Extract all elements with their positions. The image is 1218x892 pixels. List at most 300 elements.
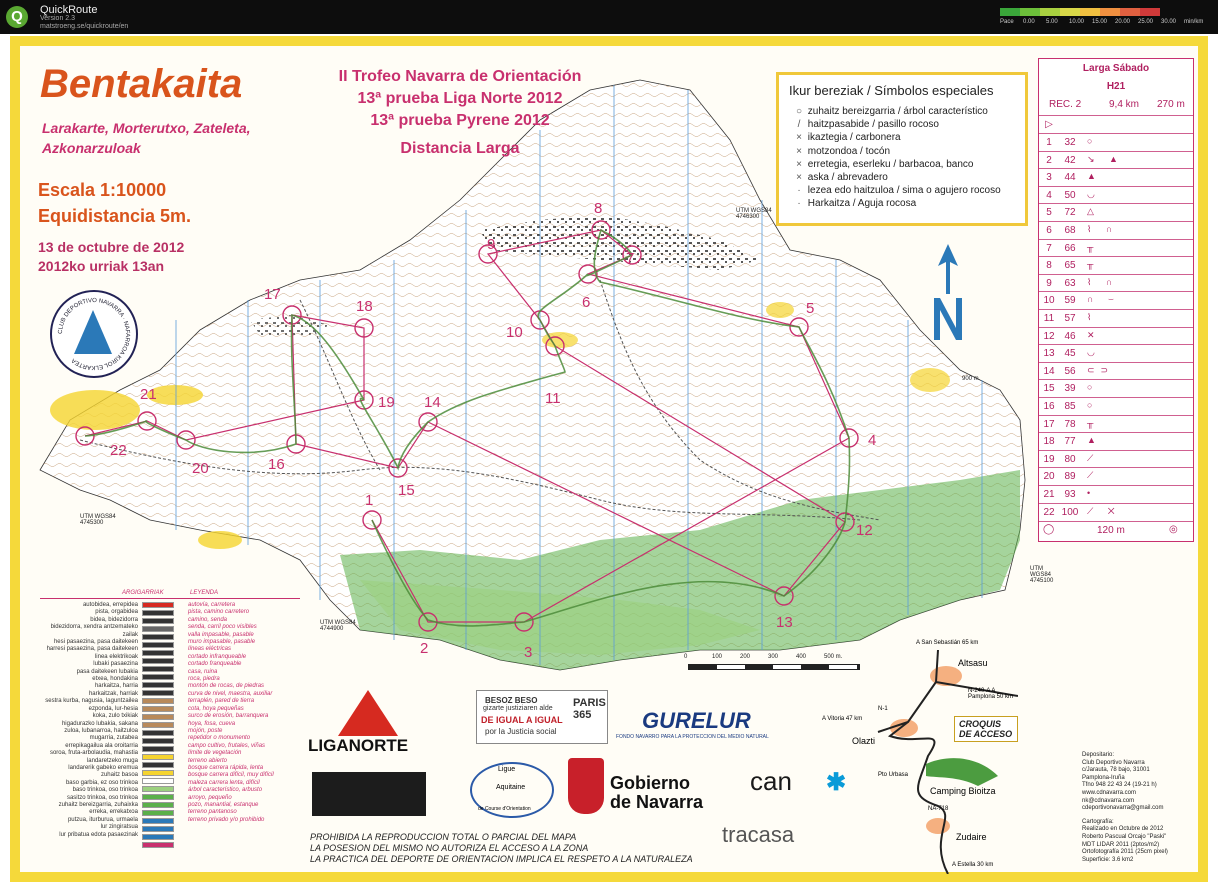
legend-swatch	[142, 626, 182, 634]
cd-seq: 9	[1046, 277, 1052, 289]
legend-item-basque: zuloa, lubanarroa, haitzuloa	[64, 727, 138, 734]
control-number: 17	[264, 286, 281, 303]
app-name: QuickRoute	[40, 4, 98, 16]
cd-control-row	[1039, 203, 1193, 222]
pace-tick: 15.00	[1092, 19, 1108, 25]
star-icon: ✱	[826, 769, 847, 796]
legend-item-spanish: mojón, poste	[188, 727, 223, 734]
legend-item-spanish: líneas eléctricas	[188, 646, 232, 653]
publisher-line: Superficie: 3.6 km2	[1082, 856, 1134, 863]
cd-code: 100	[1061, 506, 1079, 518]
control-number: 20	[192, 460, 209, 477]
cd-code: 72	[1064, 207, 1076, 219]
special-symbol-item	[793, 184, 1001, 197]
legend-item-spanish: bosque carrera rápida, lenta	[188, 764, 264, 771]
equidistance-text: Equidistancia 5m.	[38, 206, 192, 226]
symbol-text: lezea edo haitzuloa / sima o agujero rocoso	[807, 185, 1001, 197]
pace-label: Pace	[1000, 19, 1014, 25]
cd-seq: 2	[1046, 154, 1052, 166]
cd-control-row	[1039, 415, 1193, 434]
cd-control-row	[1039, 503, 1193, 522]
club-logo	[50, 290, 138, 378]
control-descriptions-sheet	[1038, 58, 1194, 542]
cd-seq: 7	[1046, 242, 1052, 254]
control-number: 18	[356, 298, 373, 315]
cd-course-title: Larga Sábado	[1082, 63, 1150, 74]
cd-control-row	[1039, 221, 1193, 240]
publisher-line: Pamplona-Iruña	[1082, 774, 1125, 781]
legend-item-spanish: valla impasable, pasable	[188, 631, 254, 638]
legend-swatch	[142, 834, 182, 842]
symbol-bullet-icon: ×	[796, 145, 802, 157]
navarra-shield-icon	[568, 758, 604, 814]
cd-code: 46	[1064, 330, 1076, 342]
legend-swatch	[142, 842, 182, 850]
legend-item-spanish: muro impasable, pasable	[188, 639, 256, 646]
control-number: 19	[378, 394, 395, 411]
publisher-line: c/Jarauta, 78 bajo, 31001	[1082, 767, 1150, 774]
control-number: 15	[398, 482, 415, 499]
legend-swatch	[142, 618, 182, 626]
map-subtitle	[42, 118, 251, 158]
gurelur-text: GURELUR	[642, 708, 751, 733]
legend-item-basque: sestra kurba, nagusia, laguntzailea	[45, 698, 138, 705]
legend-item-spanish: terraplén, pared de tierra	[188, 698, 255, 705]
place-label: A Vitoria 47 km	[822, 716, 863, 722]
gob-text: de Navarra	[610, 792, 704, 812]
cd-finish-row	[1039, 521, 1193, 540]
symbol-text: ikaztegia / carbonera	[807, 132, 901, 144]
legend-swatch	[142, 602, 182, 610]
cd-control-row	[1039, 151, 1193, 170]
cd-symbol-icon: ╥	[1087, 241, 1100, 252]
legend-item-spanish: casa, ruina	[188, 668, 218, 675]
grid-label: UTM WGS84 4745100	[1030, 566, 1054, 584]
cd-symbol-icon: △	[1087, 206, 1100, 217]
cd-code: 50	[1064, 189, 1076, 201]
special-symbol-item	[793, 197, 1001, 210]
cd-category: H21	[1106, 81, 1126, 92]
legend-item-basque: baso trinkoa, oso trinkoa	[72, 787, 138, 794]
special-symbols-box	[776, 72, 1028, 226]
special-symbol-item	[793, 131, 1001, 144]
event-line: Distancia Larga	[400, 140, 520, 157]
legend-swatch	[142, 754, 182, 762]
gob-text: Gobierno	[610, 773, 690, 793]
legend-swatch	[142, 690, 182, 698]
svg-text:CLUB DEPORTIVO NAVARRA · NAFAR: CLUB DEPORTIVO NAVARRA · NAFARROA KIROL ELKARTEA	[57, 297, 131, 371]
cd-symbol-icon: ○	[1087, 136, 1099, 146]
legend-item-basque: higadurazko lubakia, sakana	[61, 720, 138, 727]
legend-swatch	[142, 674, 182, 682]
legend-item-spanish: terreno privado y/o prohibido	[188, 816, 265, 823]
cd-control-row	[1039, 467, 1193, 486]
cd-symbol-icon: ⟋	[1087, 452, 1100, 463]
event-line: II Trofeo Navarra de Orientación	[338, 68, 582, 85]
legend-swatch	[142, 682, 182, 690]
open-land	[198, 531, 242, 549]
legend-item-spanish: límite de vegetación	[188, 750, 242, 757]
legend-item-spanish: árbol característico, arbusto	[188, 787, 263, 794]
symbol-text: zuhaitz bereizgarria / árbol característico	[807, 106, 988, 117]
cd-seq: 15	[1043, 383, 1055, 395]
legend-item-basque: zuhaitz basoa	[100, 772, 138, 779]
legend-item-basque: autobidea, errepidea	[82, 602, 138, 608]
legend-item-basque: errepikagailua ala oroitarria	[65, 742, 138, 749]
control-number: 11	[545, 390, 561, 407]
liga-norte-logo	[300, 690, 436, 760]
cd-seq: 10	[1043, 295, 1055, 307]
legend-item-basque: etxea, hondakina	[92, 676, 138, 683]
legend-swatch	[142, 658, 182, 666]
legend-swatch	[142, 778, 182, 786]
legend-item-basque: mugarria, zutabea	[89, 735, 138, 742]
special-symbol-item	[793, 158, 1001, 171]
symbol-bullet-icon: ○	[795, 106, 803, 117]
grid-label: UTM WGS84 4745300	[80, 514, 116, 526]
publisher-info	[1082, 752, 1168, 864]
publisher-line: Cartografía:	[1082, 818, 1114, 825]
scale-tick: 400	[796, 654, 807, 660]
legend-item-spanish: campo cultivo, frutales, viñas	[188, 742, 266, 749]
date-line: 13 de octubre de 2012	[38, 239, 185, 255]
legend-swatch	[142, 650, 182, 658]
legend-item-spanish: hoya, fosa, cueva	[188, 720, 236, 727]
cd-control-row	[1039, 309, 1193, 328]
cd-code: 89	[1064, 471, 1076, 483]
legend-swatch	[142, 786, 182, 794]
legend-swatch	[142, 810, 182, 818]
place-label: Olazti	[852, 736, 876, 746]
legend-item-basque: harkaitzak, harriak	[88, 690, 138, 697]
special-symbol-item	[793, 105, 1001, 118]
legend-item-spanish: camino, senda	[188, 616, 228, 623]
legend-item-basque: baso garbia, ez oso trinkoa	[65, 779, 138, 786]
special-symbol-item	[793, 118, 1001, 131]
legend-swatch	[142, 714, 182, 722]
control-number: 14	[424, 394, 441, 411]
legend-item-basque: lubaki pasaezina	[93, 661, 138, 668]
legend-swatch	[142, 666, 182, 674]
event-date	[38, 238, 184, 276]
app-version: Version 2.3	[40, 15, 76, 22]
scale-tick: 100	[712, 654, 723, 660]
legend-heading-basque: ARGIGARRIAK	[122, 590, 164, 596]
access-sketch	[818, 636, 1018, 874]
legend-item-basque: bidezidorra, xendra antzemateko zailak	[50, 624, 138, 638]
runners-photo	[312, 772, 426, 816]
place-label: NA-718	[928, 806, 949, 812]
symbol-text: haitzpasabide / pasillo rocoso	[807, 119, 939, 131]
cd-control-row	[1039, 133, 1193, 152]
legend-swatch	[142, 722, 182, 730]
legend-swatch	[142, 818, 182, 826]
besoz-slogan: DE IGUAL A IGUAL	[481, 715, 563, 725]
control-number: 22	[110, 442, 127, 459]
cd-control-row	[1039, 327, 1193, 346]
place-label: Pto Urbasa	[878, 772, 909, 778]
publisher-line: Ortofotografía 2011 (25cm pixel)	[1082, 849, 1168, 856]
cd-symbol-icon: ╥	[1087, 259, 1100, 270]
liga-norte-triangle-icon	[338, 690, 398, 736]
cd-seq: 6	[1046, 225, 1052, 236]
open-land	[50, 390, 140, 430]
place-label: N-240-A A Pamplona 50 km	[968, 688, 1014, 700]
cd-start-row	[1039, 115, 1193, 134]
legend-swatch	[142, 826, 182, 834]
publisher-line: Realizado en Octubre de 2012	[1082, 826, 1164, 833]
cd-code: 63	[1064, 277, 1076, 289]
cd-control-row	[1039, 274, 1193, 293]
paris365-logo: PARIS 365	[573, 697, 606, 721]
place-label: Zudaire	[956, 832, 987, 842]
cd-control-row	[1039, 186, 1193, 205]
scale-tick: 500 m.	[824, 654, 843, 660]
legend-item-spanish: repetidor o monumento	[188, 735, 251, 742]
cd-seq: 12	[1043, 330, 1055, 342]
gobierno-navarra-logo	[568, 758, 718, 818]
access-sketch-title: CROQUIS DE ACCESO	[954, 716, 1018, 742]
pace-unit: min/km	[1184, 19, 1204, 25]
legend-swatch	[142, 794, 182, 802]
legend-item-spanish: pista, camino carretero	[188, 609, 250, 616]
finish-start-circle-icon: ◯	[1043, 524, 1055, 535]
scale-tick: 300	[768, 654, 779, 660]
place-label: A San Sebastián 65 km	[916, 640, 979, 646]
cd-symbol-icon: •	[1087, 488, 1097, 498]
cd-symbol-icon: ◡	[1087, 188, 1101, 199]
legend-swatch	[142, 762, 182, 770]
legend-swatch	[142, 642, 182, 650]
legend-spanish-list	[188, 602, 308, 824]
legend-item-basque: pasa daitekeen lubakia	[76, 668, 138, 675]
publisher-line: Tfno 948 22 43 24 (19-21 h)	[1082, 782, 1157, 789]
legend-item-basque: landaretzeko muga	[86, 757, 138, 764]
club-logo-ring	[52, 292, 136, 376]
cd-symbol-icon: ⊂⊃	[1087, 364, 1115, 375]
control-number: 13	[776, 614, 793, 631]
control-number: 2	[420, 640, 429, 657]
special-symbol-item	[793, 171, 1001, 184]
symbol-text: motzondoa / tocón	[807, 145, 891, 157]
prohibition-line: LA POSESION DEL MISMO NO AUTORIZA EL ACCESO A LA ZONA	[310, 843, 589, 853]
cd-control-row	[1039, 485, 1193, 504]
symbol-bullet-icon: ×	[796, 132, 802, 144]
cd-code: 78	[1064, 418, 1076, 430]
cd-length: 9,4 km	[1109, 99, 1140, 110]
cd-code: 39	[1064, 383, 1076, 395]
cd-seq: 19	[1043, 453, 1055, 465]
place-label: N-1	[878, 706, 888, 712]
scale-tick: 200	[740, 654, 751, 660]
scale-text: Escala 1:10000	[38, 180, 167, 200]
access-sketch-roads	[818, 636, 1018, 874]
special-symbols-heading: Ikur bereziak / Símbolos especiales	[789, 83, 994, 98]
pace-tick: 10.00	[1069, 19, 1085, 25]
symbol-text: aska / abrevadero	[807, 172, 888, 184]
cd-seq: 21	[1043, 489, 1055, 500]
ligue-text: de Course d'Orientation	[478, 806, 531, 812]
can-text: can	[750, 766, 792, 796]
legend-swatch	[142, 738, 182, 746]
cd-code: 59	[1064, 295, 1076, 307]
legend-swatch	[142, 802, 182, 810]
symbol-bullet-icon: /	[797, 119, 801, 131]
control-number: 3	[524, 644, 533, 661]
subtitle-line: Larakarte, Morterutxo, Zateleta,	[42, 120, 251, 136]
cd-symbol-icon: ⌇ ∩	[1087, 224, 1119, 234]
legend-item-basque: putzua, iturburua, urmaela	[67, 816, 138, 823]
legend-item-spanish: bosque carrera difícil, muy difícil	[188, 772, 274, 779]
legend-item-basque: soroa, fruta-arbolaudia, mahastia	[49, 750, 138, 757]
app-url[interactable]: matstroeng.se/quickroute/en	[40, 23, 129, 30]
pace-tick: 30.00	[1161, 19, 1177, 25]
legend-item-spanish: terreno abierto	[188, 757, 228, 764]
cd-control-row	[1039, 362, 1193, 381]
map-scale-info	[38, 177, 191, 229]
publisher-line: Roberto Pascual Orcajo "Paski"	[1082, 833, 1167, 840]
legend-item-basque: erreka, errekatxoa	[89, 809, 138, 816]
legend-item-spanish: cortado franqueable	[188, 661, 242, 668]
besoz-title: BESOZ BESO	[485, 696, 538, 705]
cd-rec: REC. 2	[1049, 99, 1082, 110]
cd-symbol-icon: ⟋	[1087, 470, 1100, 481]
legend-item-basque: hesi pasaezina, pasa daitekeen	[53, 639, 138, 646]
cd-seq: 17	[1043, 418, 1055, 430]
map-legend	[40, 590, 310, 858]
cd-seq: 13	[1043, 348, 1055, 360]
legend-basque-list	[40, 602, 138, 839]
cd-code: 66	[1064, 242, 1076, 254]
prohibition-line: PROHIBIDA LA REPRODUCCION TOTAL O PARCIAL DEL MAPA	[310, 832, 577, 842]
cd-control-row	[1039, 397, 1193, 416]
legend-item-basque: lur pribatua edota pasaezinak	[59, 831, 138, 838]
legend-item-spanish: senda, carril poco visibles	[188, 624, 257, 631]
cd-seq: 3	[1046, 172, 1052, 184]
map-title: Bentakaita	[40, 62, 243, 106]
legend-swatch	[142, 706, 182, 714]
publisher-line: Club Deportivo Navarra	[1082, 759, 1145, 766]
legend-item-basque: linea elektrikoak	[94, 653, 138, 660]
quickroute-logo-icon: Q	[6, 6, 28, 28]
legend-item-basque: lur zingiratsua	[100, 824, 138, 831]
cd-control-row	[1039, 256, 1193, 275]
cd-seq: 1	[1046, 137, 1052, 148]
liga-norte-text: LIGANORTE	[308, 736, 409, 755]
cd-symbol-icon: ↘ ▲	[1087, 153, 1124, 164]
pace-tick: 20.00	[1115, 19, 1131, 25]
start-triangle-icon: ▷	[1045, 119, 1053, 130]
cd-finish-distance: 120 m	[1097, 525, 1125, 536]
cd-code: 65	[1064, 260, 1076, 272]
gurelur-tagline: FONDO NAVARRO PARA LA PROTECCION DEL MEDIO NATURAL	[616, 734, 769, 740]
legend-item-basque: zuhaitz bereizgarria, zuhaixka	[58, 801, 138, 808]
publisher-line: Depositario:	[1082, 752, 1115, 758]
cd-seq: 11	[1043, 313, 1055, 324]
cd-code: 42	[1064, 154, 1076, 166]
open-land	[910, 368, 950, 392]
publisher-line: nk@cdnavarra.com	[1082, 797, 1135, 804]
prohibition-line: LA PRACTICA DEL DEPORTE DE ORIENTACION IMPLICA EL RESPETO A LA NATURALEZA	[310, 854, 693, 864]
symbol-text: Harkaitza / Aguja rocosa	[807, 198, 917, 210]
legend-swatches	[142, 602, 182, 850]
symbol-text: erretegia, eserleku / barbacoa, banco	[807, 158, 974, 170]
event-title	[300, 66, 620, 160]
cd-symbol-icon: ○	[1087, 400, 1099, 410]
control-number: 10	[506, 324, 523, 341]
cd-symbol-icon: ⟋ ✕	[1087, 505, 1121, 516]
legend-item-spanish: cota, hoya pequeñas	[188, 705, 244, 712]
besoz-beso-logo	[476, 690, 608, 744]
place-label: A Estella 30 km	[952, 862, 994, 868]
control-number: 6	[582, 294, 591, 311]
cd-code: 93	[1064, 489, 1076, 500]
legend-item-spanish: pozo, manantial, estanque	[188, 801, 259, 808]
cd-code: 77	[1064, 436, 1076, 448]
control-number: 4	[868, 432, 877, 449]
besoz-tag: por la Justicia social	[485, 727, 557, 736]
cd-symbol-icon: ╥	[1087, 417, 1100, 428]
legend-swatch	[142, 730, 182, 738]
legend-heading-spanish: LEYENDA	[190, 590, 219, 596]
besoz-sub: gizarte justiziaren alde	[483, 705, 553, 712]
pace-tick: 25.00	[1138, 19, 1154, 25]
tracasa-logo: tracasa	[722, 822, 795, 847]
cd-code: 80	[1064, 453, 1076, 465]
control-number: 8	[594, 200, 603, 217]
legend-item-basque: landarerik gabeko eremua	[68, 764, 138, 771]
grid-label: 900 m.	[962, 376, 981, 382]
gurelur-logo	[616, 706, 776, 746]
grid-label: UTM WGS84 4744900	[320, 620, 356, 632]
legend-item-basque: koka, zulo txikiak	[92, 713, 138, 720]
cd-seq: 18	[1043, 436, 1055, 448]
legend-item-basque: bidea, bidezidorra	[90, 616, 138, 623]
cd-control-row	[1039, 239, 1193, 258]
cd-control-row	[1039, 432, 1193, 451]
grid-label: UTM WGS84 4746300	[736, 208, 772, 220]
open-land	[766, 302, 794, 318]
cd-seq: 22	[1043, 506, 1055, 518]
cd-control-row	[1039, 379, 1193, 398]
legend-item-basque: ezponda, lur-hesia	[88, 705, 138, 712]
publisher-line: www.cdnavarra.com	[1082, 789, 1137, 796]
cd-code: 32	[1064, 137, 1076, 148]
special-symbols-list	[793, 105, 1001, 211]
finish-circle-icon: ◎	[1169, 524, 1178, 535]
cd-code: 56	[1064, 365, 1076, 377]
cd-code: 44	[1064, 172, 1076, 184]
ligue-text: Ligue	[498, 766, 516, 773]
legend-swatch	[142, 746, 182, 754]
control-number: 21	[140, 386, 157, 403]
cd-seq: 4	[1046, 189, 1052, 201]
legend-swatch	[142, 610, 182, 618]
legend-swatch	[142, 634, 182, 642]
control-number: 1	[365, 492, 374, 509]
scale-tick: 0	[684, 654, 688, 660]
ligue-text: Aquitaine	[496, 784, 526, 791]
cd-code: 68	[1064, 225, 1076, 236]
legend-item-spanish: autovía, carretera	[188, 602, 236, 608]
control-number: 9	[487, 236, 496, 253]
legend-item-basque: sasitzo trinkoa, oso trinkoa	[66, 794, 138, 801]
legend-swatch	[142, 770, 182, 778]
cd-symbol-icon: ⌇ ∩	[1087, 276, 1119, 287]
cd-seq: 14	[1043, 365, 1055, 377]
event-line: 13ª prueba Liga Norte 2012	[357, 90, 563, 107]
cd-seq: 5	[1046, 207, 1052, 219]
